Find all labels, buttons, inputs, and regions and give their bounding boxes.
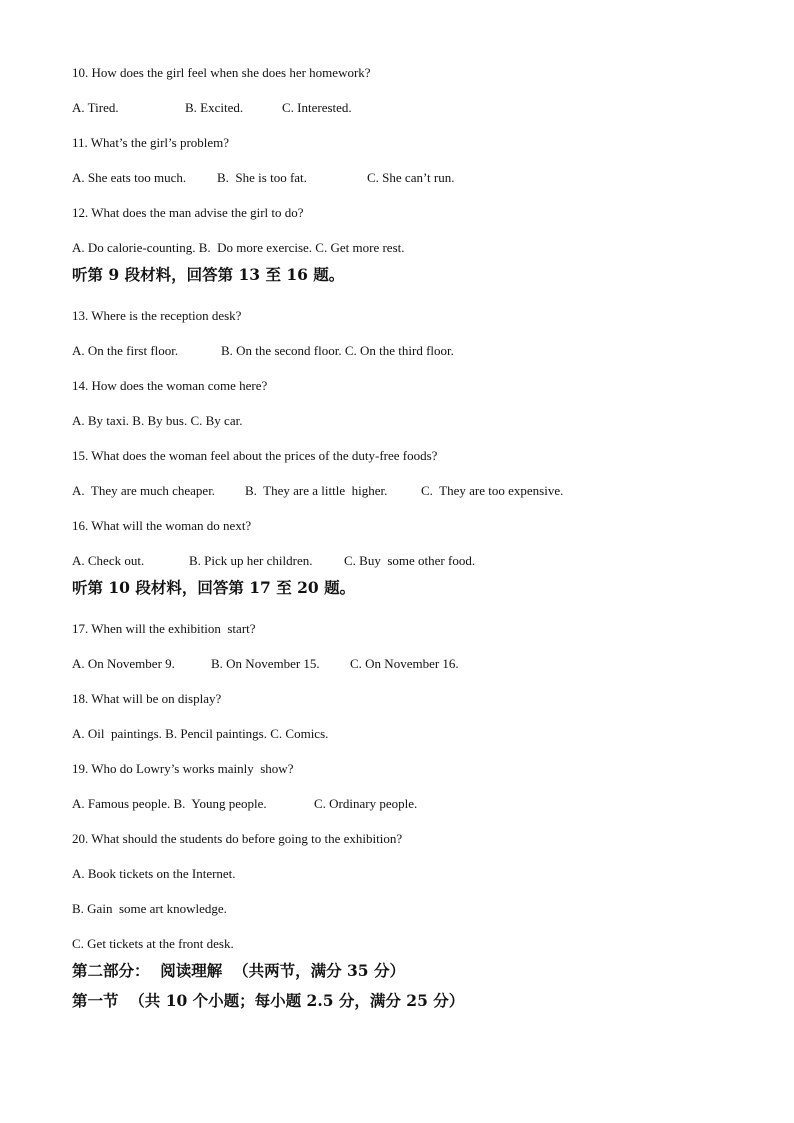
question-18: 18. What will be on display?	[72, 691, 222, 706]
option-16-a: A. Check out.	[72, 553, 145, 568]
question-15: 15. What does the woman feel about the prices of the duty-free foods?	[72, 448, 438, 463]
question-16: 16. What will the woman do next?	[72, 518, 252, 533]
option-17-a: A. On November 9.	[72, 656, 175, 671]
option-20-b: B. Gain some art knowledge.	[72, 901, 227, 916]
option-17-b: B. On November 15.	[211, 656, 320, 671]
options-14: A. By taxi. B. By bus. C. By car.	[72, 413, 243, 428]
question-19: 19. Who do Lowry’s works mainly show?	[72, 761, 294, 776]
option-20-c: C. Get tickets at the front desk.	[72, 936, 234, 951]
option-10-a: A. Tired.	[72, 100, 119, 115]
question-13: 13. Where is the reception desk?	[72, 308, 242, 323]
option-20-a: A. Book tickets on the Internet.	[72, 866, 236, 881]
question-20: 20. What should the students do before going to the exhibition?	[72, 831, 403, 846]
question-14: 14. How does the woman come here?	[72, 378, 268, 393]
option-10-c: C. Interested.	[282, 100, 352, 115]
option-13-bc: B. On the second floor. C. On the third floor.	[221, 343, 454, 358]
option-16-b: B. Pick up her children.	[189, 553, 313, 568]
option-15-b: B. They are a little higher.	[245, 483, 388, 498]
question-11: 11. What’s the girl’s problem?	[72, 135, 230, 150]
option-17-c: C. On November 16.	[350, 656, 459, 671]
option-15-c: C. They are too expensive.	[421, 483, 564, 498]
options-18: A. Oil paintings. B. Pencil paintings. C. Comics.	[72, 726, 329, 741]
option-16-c: C. Buy some other food.	[344, 553, 476, 568]
question-10: 10. How does the girl feel when she does her homework?	[72, 65, 371, 80]
option-11-c: C. She can’t run.	[367, 170, 455, 185]
options-12: A. Do calorie-counting. B. Do more exercise. C. Get more rest.	[72, 240, 405, 255]
question-17: 17. When will the exhibition start?	[72, 621, 256, 636]
section-heading-10: 听第 10 段材料，回答第 17 至 20 题。	[72, 578, 356, 597]
question-12: 12. What does the man advise the girl to do?	[72, 205, 304, 220]
option-10-b: B. Excited.	[185, 100, 244, 115]
part-2-section-1-heading: 第一节 （共 10 个小题；每小题 2.5 分，满分 25 分）	[72, 991, 465, 1010]
option-19-ab: A. Famous people. B. Young people.	[72, 796, 267, 811]
part-2-heading: 第二部分： 阅读理解 （共两节，满分 35 分）	[72, 961, 405, 980]
section-heading-9: 听第 9 段材料，回答第 13 至 16 题。	[72, 265, 345, 284]
option-15-a: A. They are much cheaper.	[72, 483, 216, 498]
option-11-b: B. She is too fat.	[217, 170, 307, 185]
option-11-a: A. She eats too much.	[72, 170, 187, 185]
option-13-a: A. On the first floor.	[72, 343, 179, 358]
option-19-c: C. Ordinary people.	[314, 796, 418, 811]
